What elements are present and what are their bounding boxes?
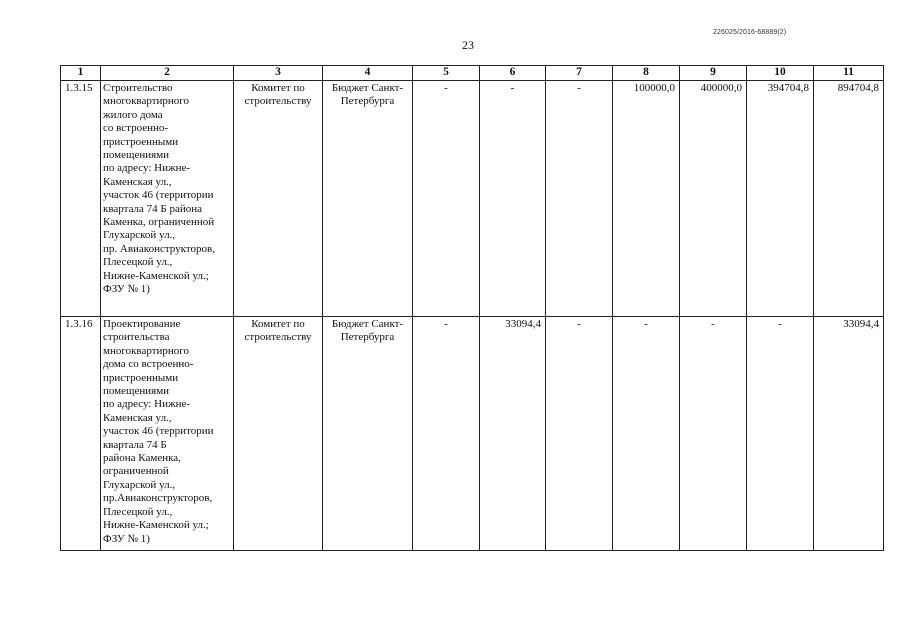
- column-header: 2: [101, 66, 234, 81]
- name-line: квартала 74 Б района: [103, 202, 203, 215]
- column-header: 4: [323, 66, 413, 81]
- name-line: по адресу: Нижне-: [103, 398, 191, 411]
- name-line: ФЗУ № 1): [103, 532, 150, 545]
- project-name: [101, 81, 234, 317]
- column-header: 6: [480, 66, 546, 81]
- name-line: помещениями: [103, 149, 170, 162]
- value-cell: -: [613, 317, 680, 551]
- column-header: 10: [747, 66, 814, 81]
- column-header: 3: [234, 66, 323, 81]
- name-line: Строительство: [103, 82, 173, 94]
- name-line: многоквартирного: [103, 95, 190, 108]
- name-line: дома со встроенно-: [103, 358, 194, 371]
- column-header: 7: [546, 66, 613, 81]
- name-line: Каменская ул.,: [103, 175, 172, 188]
- name-line: Каменская ул.,: [103, 411, 172, 424]
- header-row: [61, 66, 884, 81]
- value-cell: -: [413, 317, 480, 551]
- name-line: района Каменка,: [103, 452, 181, 465]
- column-header: 5: [413, 66, 480, 81]
- name-line: пр.Авиаконструкторов,: [103, 492, 213, 505]
- document-code: 226025/2016-68889(2): [713, 29, 787, 36]
- funding-source: Бюджет Санкт-Петербурга: [323, 317, 413, 551]
- executor: Комитет по строительству: [234, 317, 323, 551]
- row-number: 1.3.15: [61, 81, 101, 317]
- value-cell: 394704,8: [747, 81, 814, 317]
- value-cell: -: [680, 317, 747, 551]
- name-line: по адресу: Нижне-: [103, 162, 191, 175]
- table-row: [61, 81, 884, 317]
- name-line: ограниченной: [103, 465, 169, 478]
- name-line: участок 46 (территории: [103, 189, 214, 202]
- name-line: жилого дома: [103, 108, 163, 121]
- value-cell: -: [413, 81, 480, 317]
- column-header: 11: [814, 66, 884, 81]
- value-cell: -: [546, 81, 613, 317]
- name-line: Каменка, ограниченной: [103, 216, 215, 229]
- value-cell: -: [747, 317, 814, 551]
- total-cell: 33094,4: [814, 317, 884, 551]
- total-cell: 894704,8: [814, 81, 884, 317]
- row-number: 1.3.16: [61, 317, 101, 551]
- name-line: пр. Авиаконструкторов,: [103, 242, 215, 255]
- budget-table: [60, 65, 884, 551]
- name-line: многоквартирного: [103, 344, 190, 357]
- executor: Комитет по строительству: [234, 81, 323, 317]
- column-header: 1: [61, 66, 101, 81]
- page-number: 23: [462, 38, 474, 52]
- name-line: Проектирование: [103, 318, 181, 330]
- name-line: Нижне-Каменской ул.;: [103, 269, 209, 282]
- name-line: со встроенно-: [103, 122, 169, 135]
- project-name: [101, 317, 234, 551]
- name-line: строительства: [103, 331, 170, 344]
- name-line: ФЗУ № 1): [103, 283, 150, 296]
- value-cell: 100000,0: [613, 81, 680, 317]
- value-cell: 33094,4: [480, 317, 546, 551]
- name-line: квартала 74 Б: [103, 438, 167, 451]
- table-row: [61, 317, 884, 551]
- name-line: участок 46 (территории: [103, 425, 214, 438]
- name-line: Глухарской ул.,: [103, 229, 176, 242]
- name-line: пристроенными: [103, 371, 179, 384]
- name-line: помещениями: [103, 385, 170, 398]
- name-line: Плесецкой ул.,: [103, 256, 173, 269]
- name-line: Нижне-Каменской ул.;: [103, 519, 209, 532]
- column-header: 8: [613, 66, 680, 81]
- value-cell: 400000,0: [680, 81, 747, 317]
- column-header: 9: [680, 66, 747, 81]
- name-line: пристроенными: [103, 135, 179, 148]
- name-line: Глухарской ул.,: [103, 478, 176, 491]
- funding-source: Бюджет Санкт-Петербурга: [323, 81, 413, 317]
- name-line: Плесецкой ул.,: [103, 505, 173, 518]
- value-cell: -: [480, 81, 546, 317]
- value-cell: -: [546, 317, 613, 551]
